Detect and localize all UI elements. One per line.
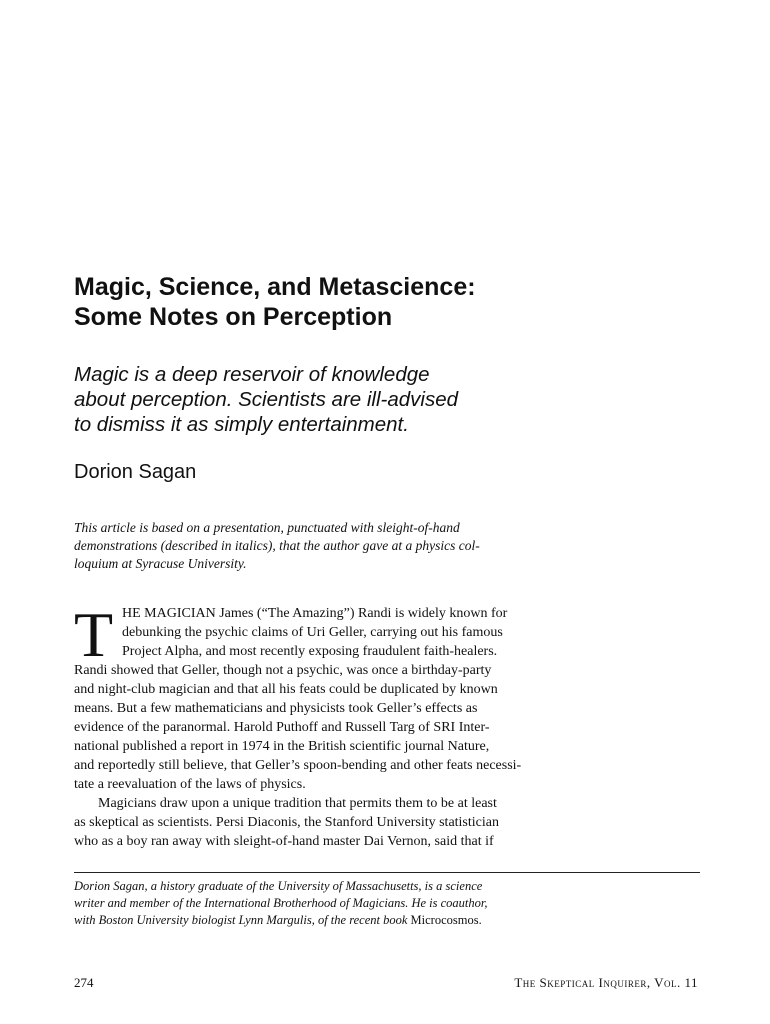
body-line: and reportedly still believe, that Geller’s spoon-bending and other feats necessi-: [74, 758, 522, 773]
intro-note: [74, 519, 700, 573]
article-subtitle: [74, 362, 694, 437]
body-line: Project Alpha, and most recently exposing fraudulent faith-healers.: [122, 644, 498, 659]
body-line: tate a reevaluation of the laws of physics.: [74, 777, 306, 792]
body-line: as skeptical as scientists. Persi Diaconis, the Stanford University statistician: [74, 815, 499, 830]
page-number: 274: [74, 975, 94, 990]
footnote-divider: [74, 872, 700, 873]
body-line: who as a boy ran away with sleight-of-hand master Dai Vernon, said that if: [74, 834, 494, 849]
footnote-line: writer and member of the International Brotherhood of Magicians. He is coauthor,: [74, 896, 488, 910]
running-head: The Skeptical Inquirer, Vol. 11: [514, 975, 698, 990]
body-line: national published a report in 1974 in the British scientific journal Nature,: [74, 739, 490, 754]
drop-cap: T: [74, 599, 114, 670]
article-subtitle-line: to dismiss it as simply entertainment.: [74, 413, 409, 436]
intro-note-line: loquium at Syracuse University.: [74, 556, 247, 571]
body-line: evidence of the paranormal. Harold Puthoff and Russell Targ of SRI Inter-: [74, 720, 490, 735]
footnote-line-text: with Boston University biologist Lynn Margulis, of the recent book: [74, 913, 411, 927]
body-line: debunking the psychic claims of Uri Geller, carrying out his famous: [122, 625, 503, 640]
article-subtitle-line: about perception. Scientists are ill-advised: [74, 388, 459, 411]
article-title: [74, 272, 714, 332]
intro-note-line: demonstrations (described in italics), that the author gave at a physics col-: [74, 538, 480, 553]
author-footnote: [74, 878, 700, 929]
body-line: Randi showed that Geller, though not a psychic, was once a birthday-party: [74, 663, 492, 678]
article-title-line: Magic, Science, and Metascience:: [74, 273, 476, 301]
footnote-line: Dorion Sagan, a history graduate of the University of Massachusetts, is a science: [74, 879, 483, 893]
footnote-line: [74, 912, 700, 929]
body-line: Magicians draw upon a unique tradition that permits them to be at least: [98, 796, 497, 811]
body-text: [74, 599, 700, 851]
book-title: Microcosmos.: [410, 913, 482, 927]
article-subtitle-line: Magic is a deep reservoir of knowledge: [74, 363, 430, 386]
article-title-line: Some Notes on Perception: [74, 303, 393, 331]
intro-note-line: This article is based on a presentation, punctuated with sleight-of-hand: [74, 520, 460, 535]
body-line: HE MAGICIAN James (“The Amazing”) Randi is widely known for: [122, 606, 508, 621]
author-name: Dorion Sagan: [74, 461, 197, 483]
body-line: and night-club magician and that all his feats could be duplicated by known: [74, 682, 498, 697]
body-line: means. But a few mathematicians and physicists took Geller’s effects as: [74, 701, 478, 716]
